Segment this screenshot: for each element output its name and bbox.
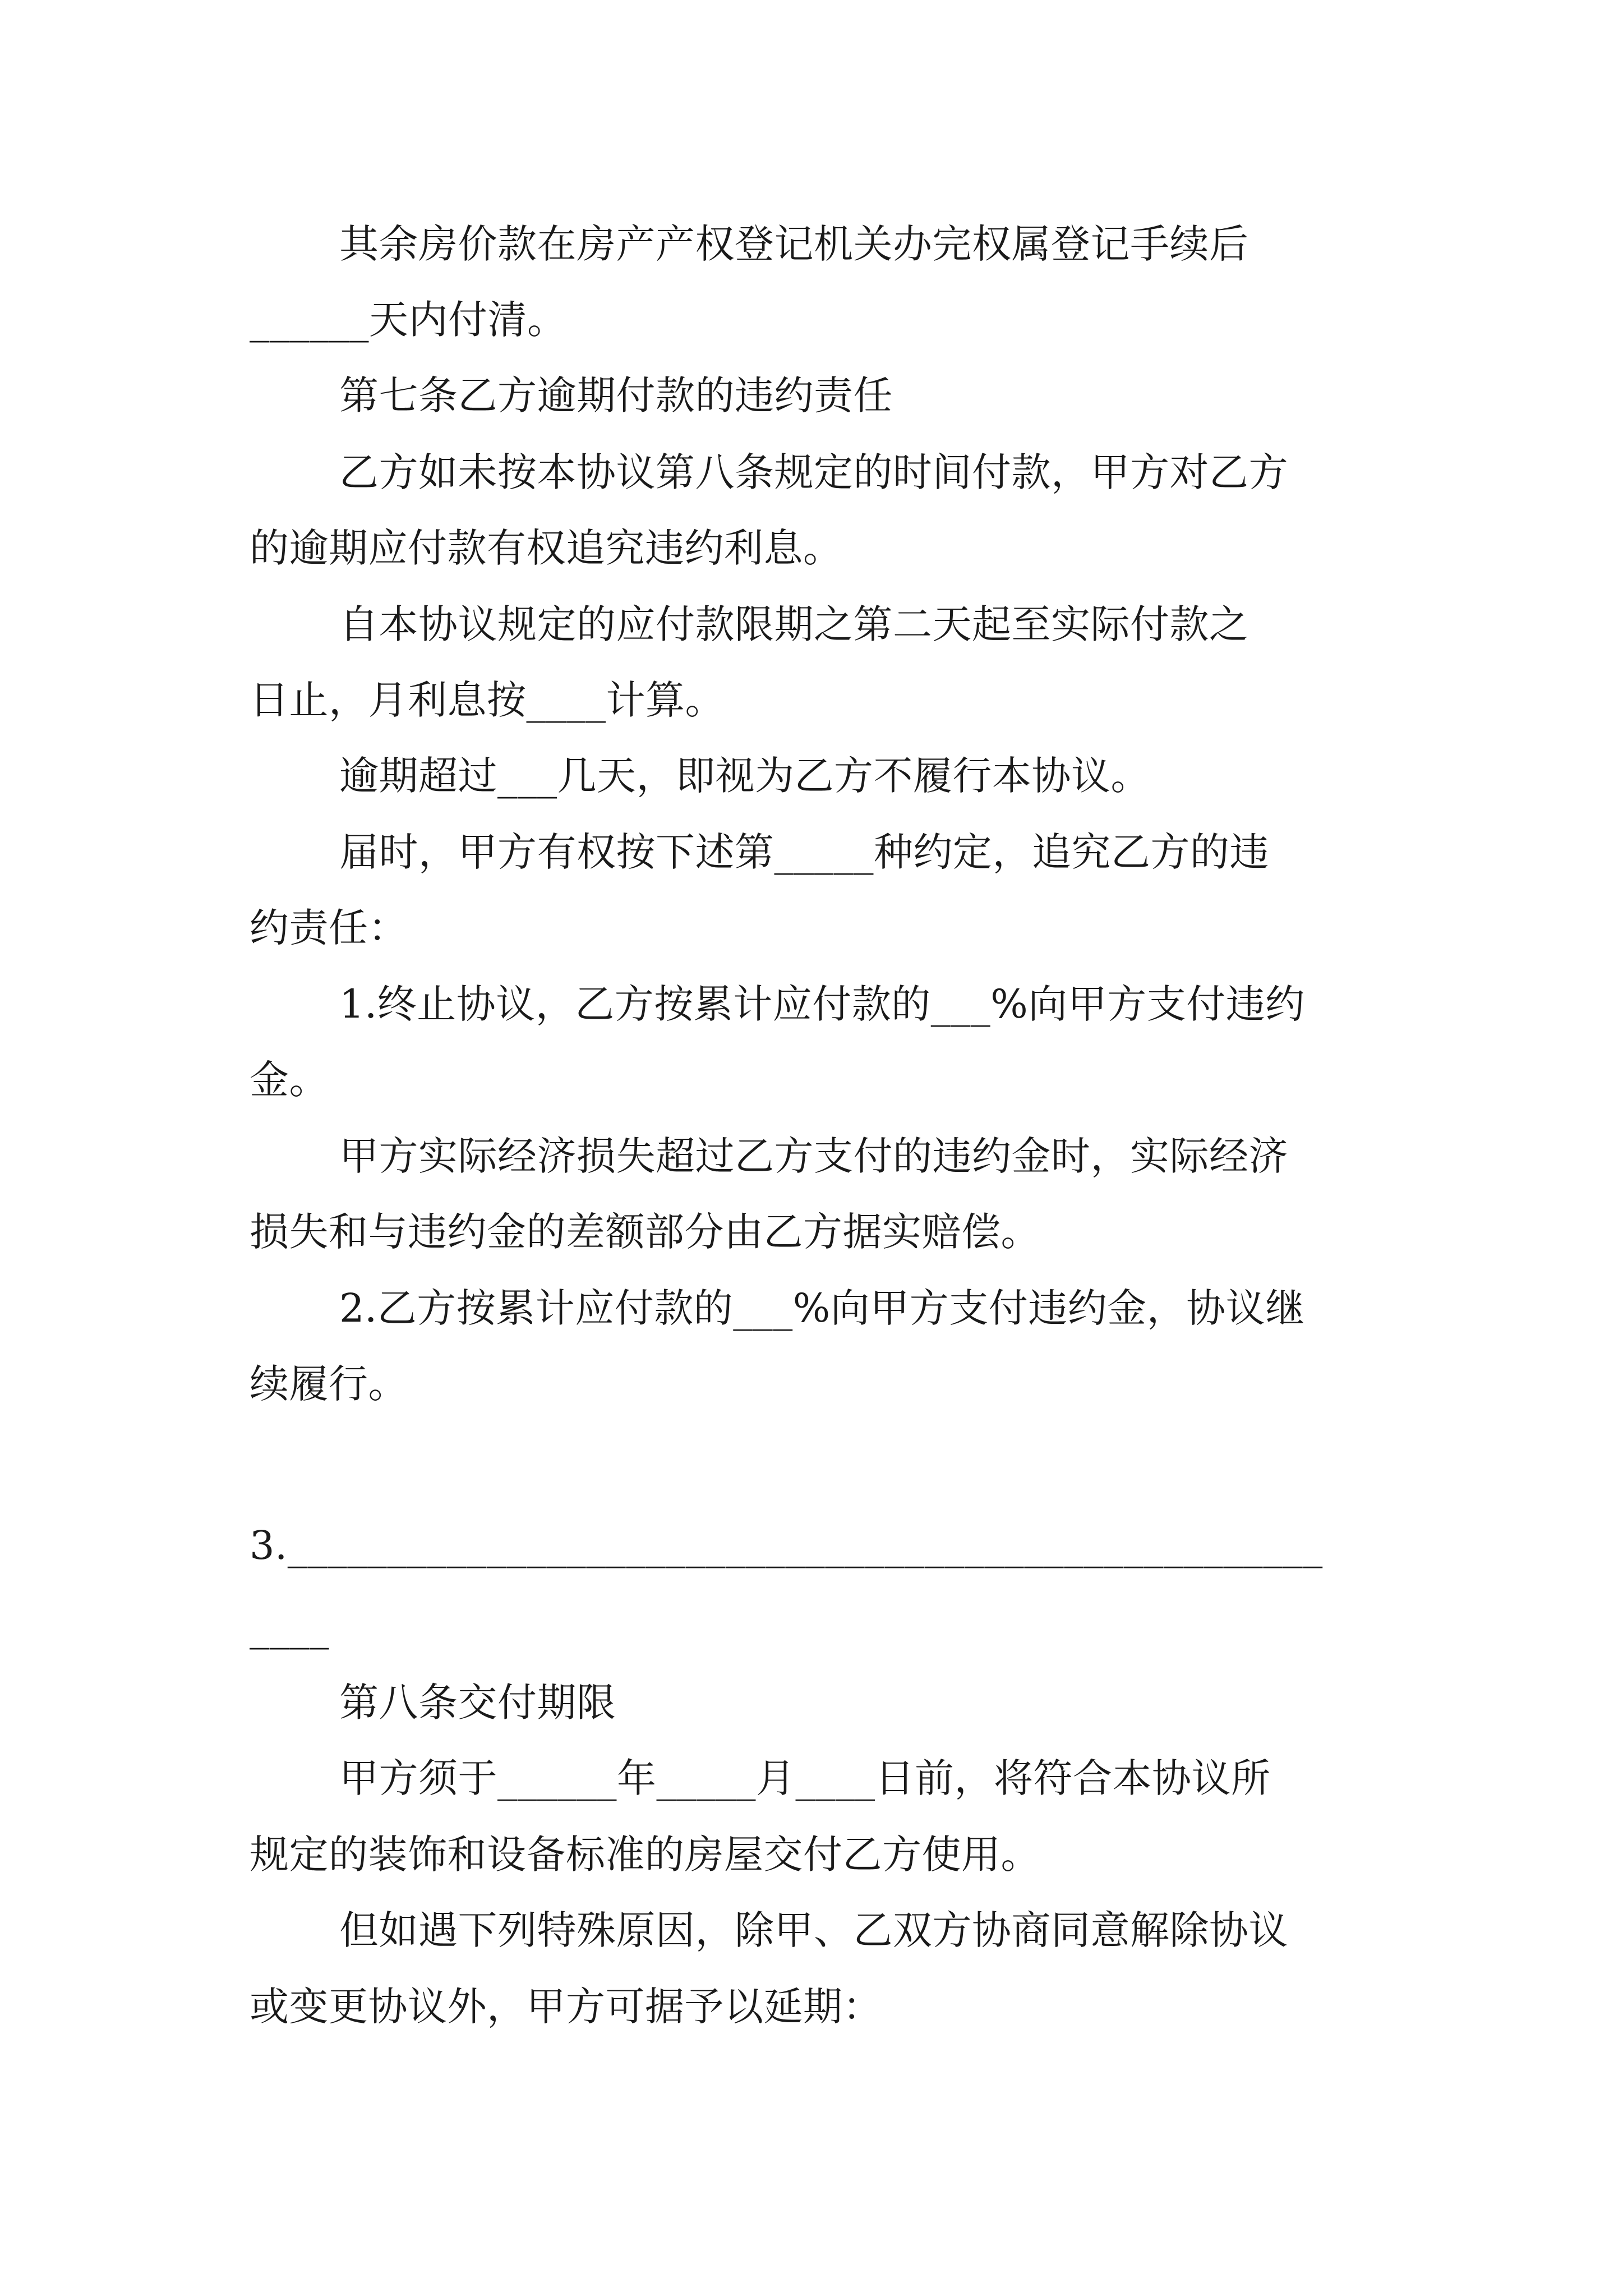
text-line: 或变更协议外，甲方可据予以延期： (250, 1984, 882, 2030)
list-item: 1.终止协议，乙方按累计应付款的___%向甲方支付违约 (339, 981, 1305, 1027)
section-heading: 第八条交付期限 (339, 1680, 616, 1726)
text-line: 逾期超过___几天，即视为乙方不履行本协议。 (339, 753, 1150, 799)
text-line: ____ (250, 1604, 329, 1650)
text-line: 续履行。 (250, 1361, 408, 1407)
text-line: 甲方实际经济损失超过乙方支付的违约金时，实际经济 (339, 1133, 1288, 1179)
list-item: 2.乙方按累计应付款的___%向甲方支付违约金，协议继 (339, 1285, 1305, 1331)
list-item: 3.____________________________________________________ (250, 1522, 1323, 1568)
text-line: 但如遇下列特殊原因，除甲、乙双方协商同意解除协议 (339, 1907, 1288, 1953)
section-heading: 第七条乙方逾期付款的违约责任 (339, 372, 893, 418)
text-line: 日止，月利息按____计算。 (250, 677, 725, 723)
text-line: ______天内付清。 (250, 297, 567, 343)
text-line: 届时，甲方有权按下述第_____种约定，追究乙方的违 (339, 829, 1269, 875)
text-line: 损失和与违约金的差额部分由乙方据实赔偿。 (250, 1209, 1040, 1255)
text-line: 约责任： (250, 905, 408, 951)
text-line: 其余房价款在房产产权登记机关办完权属登记手续后 (339, 221, 1249, 267)
text-line: 规定的装饰和设备标准的房屋交付乙方使用。 (250, 1832, 1040, 1878)
text-line: 乙方如未按本协议第八条规定的时间付款，甲方对乙方 (339, 449, 1288, 495)
text-line: 甲方须于______年_____月____日前，将符合本协议所 (339, 1755, 1271, 1801)
text-line: 金。 (250, 1057, 329, 1103)
text-line: 的逾期应付款有权追究违约利息。 (250, 525, 843, 571)
text-line: 自本协议规定的应付款限期之第二天起至实际付款之 (339, 601, 1249, 647)
